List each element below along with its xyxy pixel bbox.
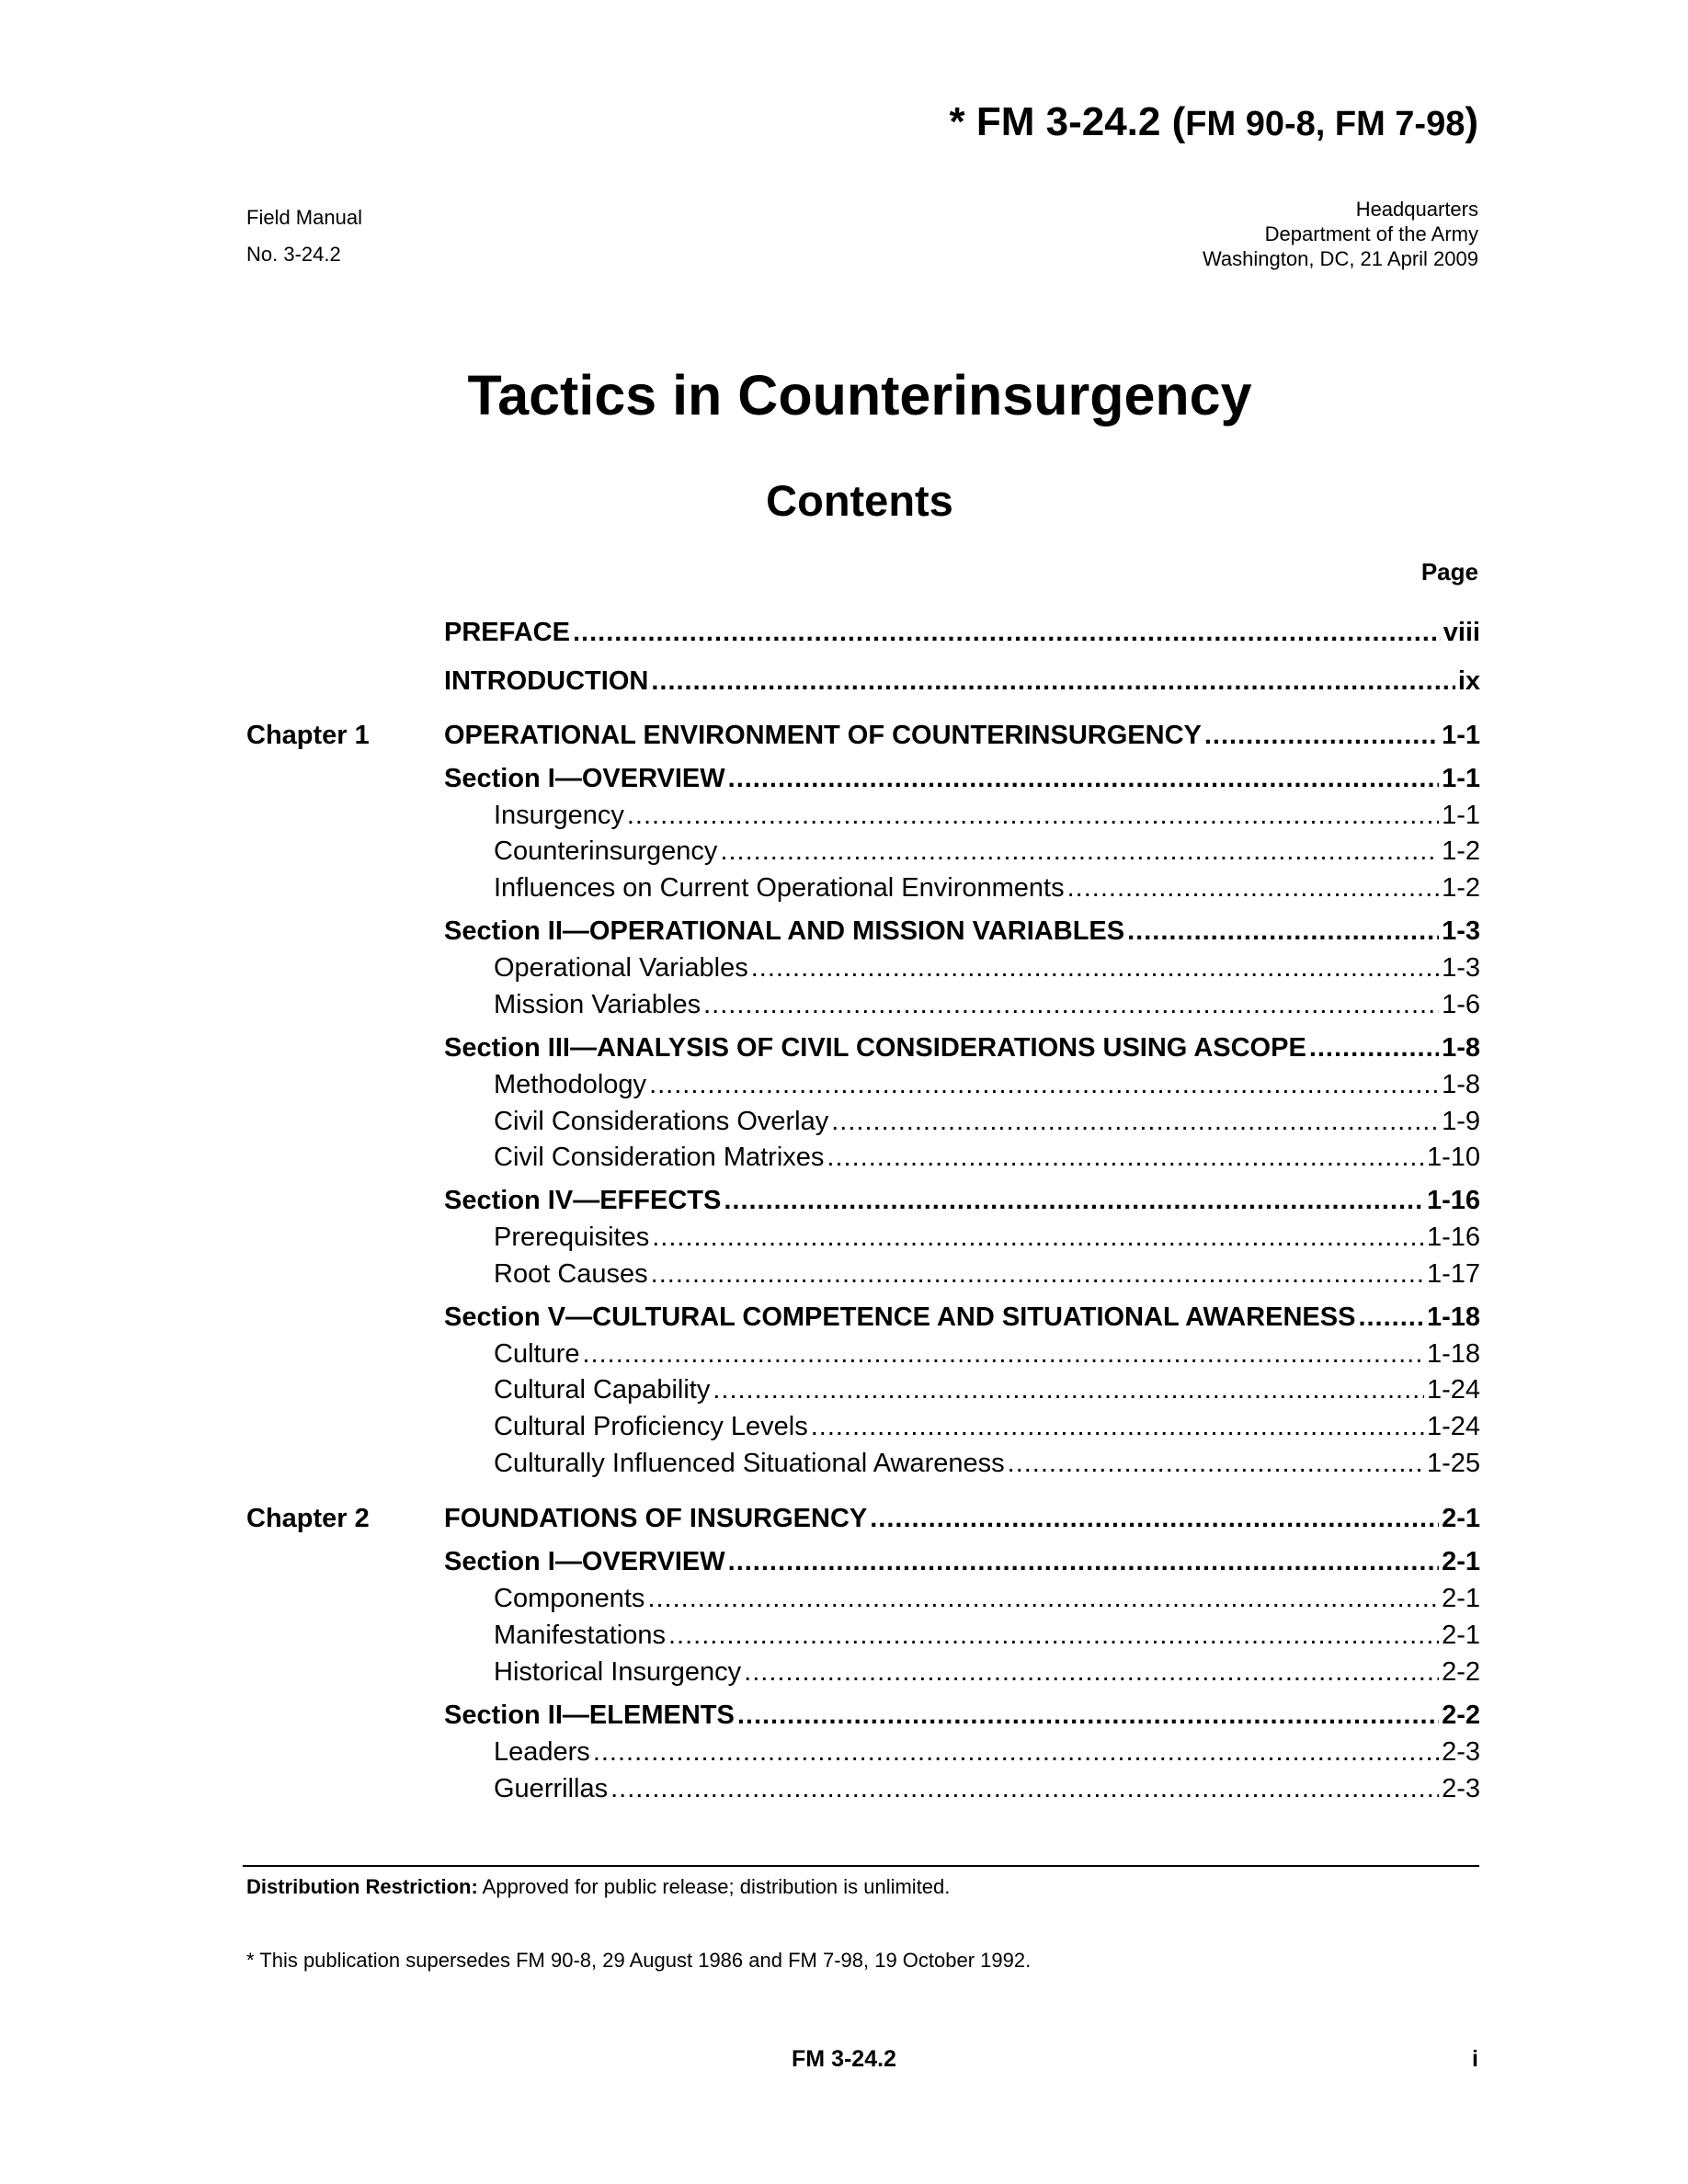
toc-page-number: 2-2 bbox=[1442, 1701, 1480, 1730]
toc-page-number: 1-8 bbox=[1442, 1033, 1480, 1063]
dot-leader bbox=[720, 835, 1439, 868]
toc-entry-title: INTRODUCTION bbox=[444, 666, 649, 696]
toc-page-number: 1-1 bbox=[1442, 801, 1480, 830]
toc-page-number: 1-17 bbox=[1426, 1259, 1480, 1289]
toc-entry bbox=[246, 1373, 1480, 1406]
toc-entry bbox=[246, 871, 1480, 904]
toc-entry bbox=[246, 1772, 1480, 1805]
footer-manual-id: FM 3-24.2 bbox=[792, 2046, 896, 2072]
toc-page-number: 2-1 bbox=[1442, 1504, 1480, 1533]
toc-entry-title: FOUNDATIONS OF INSURGENCY bbox=[444, 1504, 868, 1533]
toc-entry-line bbox=[494, 1447, 1480, 1480]
toc-page-number: 1-2 bbox=[1442, 873, 1480, 903]
dot-leader bbox=[652, 1221, 1424, 1254]
toc-entry-line bbox=[494, 1655, 1480, 1689]
dot-leader bbox=[744, 1655, 1439, 1689]
hq-line-1: Headquarters bbox=[1355, 198, 1478, 221]
toc-page-number: 2-1 bbox=[1442, 1621, 1480, 1650]
toc-entry-line bbox=[494, 1373, 1480, 1406]
dot-leader bbox=[583, 1337, 1424, 1371]
dot-leader bbox=[1127, 915, 1439, 948]
dot-leader bbox=[703, 988, 1439, 1021]
toc-entry bbox=[246, 665, 1480, 698]
page-column-label: Page bbox=[1420, 558, 1478, 586]
toc-entry-line bbox=[494, 835, 1480, 868]
toc-entry-title: PREFACE bbox=[444, 618, 570, 647]
toc-entry bbox=[246, 1502, 1480, 1535]
toc-entry-line bbox=[444, 1031, 1480, 1064]
toc-entry-line bbox=[494, 1257, 1480, 1291]
toc-page-number: 1-18 bbox=[1426, 1339, 1480, 1369]
toc-entry-title: Root Causes bbox=[494, 1259, 648, 1289]
toc-page-number: 1-8 bbox=[1442, 1070, 1480, 1099]
toc-page-number: 1-16 bbox=[1426, 1186, 1480, 1215]
toc-entry-title: Section I—OVERVIEW bbox=[444, 1547, 725, 1576]
dot-leader bbox=[1358, 1301, 1424, 1334]
dot-leader bbox=[668, 1619, 1439, 1652]
dot-leader bbox=[651, 665, 1454, 698]
hq-line-2: Department of the Army bbox=[1264, 222, 1478, 245]
doc-number-main: * FM 3-24.2 ( bbox=[949, 99, 1186, 144]
dot-leader bbox=[713, 1373, 1424, 1406]
toc-entry bbox=[246, 988, 1480, 1021]
toc-entry-line bbox=[444, 719, 1480, 752]
toc-entry-line bbox=[444, 915, 1480, 948]
toc-page-number: 1-6 bbox=[1442, 990, 1480, 1019]
toc-entry-title: Civil Considerations Overlay bbox=[494, 1107, 829, 1136]
toc-entry bbox=[246, 1257, 1480, 1291]
toc-entry-title: Manifestations bbox=[494, 1621, 666, 1650]
headquarters-block bbox=[1203, 197, 1478, 271]
toc-entry-title: Operational Variables bbox=[494, 953, 748, 983]
toc-page-number: 2-1 bbox=[1442, 1584, 1480, 1613]
toc-entry bbox=[246, 762, 1480, 795]
toc-entry-line bbox=[494, 1068, 1480, 1101]
manual-number: No. 3-24.2 bbox=[246, 243, 341, 266]
toc-entry-line bbox=[494, 1410, 1480, 1443]
toc-entry-title: Mission Variables bbox=[494, 990, 701, 1019]
document-number bbox=[950, 99, 1478, 145]
dot-leader bbox=[649, 1068, 1439, 1101]
field-manual-label: Field Manual bbox=[246, 206, 362, 229]
dot-leader bbox=[827, 1141, 1424, 1174]
toc-page-number: 1-16 bbox=[1426, 1223, 1480, 1252]
toc-entry bbox=[246, 1221, 1480, 1254]
toc-entry bbox=[246, 1545, 1480, 1578]
toc-page-number: 1-24 bbox=[1426, 1412, 1480, 1441]
dot-leader bbox=[811, 1410, 1424, 1443]
toc-entry bbox=[246, 951, 1480, 984]
toc-entry-title: Counterinsurgency bbox=[494, 836, 718, 866]
toc-entry-line bbox=[494, 799, 1480, 832]
toc-page-number: 1-9 bbox=[1442, 1107, 1480, 1136]
toc-entry-line bbox=[494, 1772, 1480, 1805]
toc-entry-title: Section II—OPERATIONAL AND MISSION VARIABLES bbox=[444, 916, 1125, 946]
toc-entry-line bbox=[444, 1502, 1480, 1535]
dot-leader bbox=[627, 799, 1439, 832]
dot-leader bbox=[1309, 1031, 1439, 1064]
dot-leader bbox=[831, 1105, 1439, 1138]
toc-entry bbox=[246, 1735, 1480, 1769]
toc-entry-line bbox=[444, 1184, 1480, 1217]
dot-leader bbox=[1067, 871, 1439, 904]
toc-page-number: ix bbox=[1457, 666, 1480, 696]
toc-entry bbox=[246, 1447, 1480, 1480]
dot-leader bbox=[647, 1582, 1439, 1615]
toc-entry bbox=[246, 1619, 1480, 1652]
toc-entry-line bbox=[494, 1141, 1480, 1174]
dot-leader bbox=[1008, 1447, 1424, 1480]
dot-leader bbox=[651, 1257, 1424, 1291]
toc-page-number: 2-3 bbox=[1442, 1737, 1480, 1767]
toc-entry-title: Culturally Influenced Situational Awareness bbox=[494, 1449, 1005, 1478]
toc-entry bbox=[246, 1301, 1480, 1334]
toc-entry-title: Section III—ANALYSIS OF CIVIL CONSIDERATIONS USING ASCOPE bbox=[444, 1033, 1306, 1063]
toc-entry bbox=[246, 1031, 1480, 1064]
doc-number-supersedes: FM 90-8, FM 7-98 bbox=[1185, 105, 1466, 143]
toc-page-number: 1-18 bbox=[1426, 1302, 1480, 1332]
toc-entry bbox=[246, 1105, 1480, 1138]
toc-entry-title: Influences on Current Operational Environments bbox=[494, 873, 1065, 903]
dot-leader bbox=[737, 1699, 1439, 1732]
toc-entry bbox=[246, 1141, 1480, 1174]
toc-entry bbox=[246, 1655, 1480, 1689]
toc-entry bbox=[246, 1337, 1480, 1371]
distribution-label: Distribution Restriction: bbox=[246, 1875, 478, 1898]
toc-entry-title: OPERATIONAL ENVIRONMENT OF COUNTERINSURGENCY bbox=[444, 721, 1202, 750]
document-title: Tactics in Counterinsurgency bbox=[467, 364, 1252, 427]
toc-page-number: 1-1 bbox=[1442, 721, 1480, 750]
footer-page-number: i bbox=[1472, 2046, 1478, 2072]
toc-entry-line bbox=[494, 1735, 1480, 1769]
dot-leader bbox=[870, 1502, 1439, 1535]
toc-entry-line bbox=[444, 1699, 1480, 1732]
toc-entry-title: Civil Consideration Matrixes bbox=[494, 1143, 825, 1172]
toc-chapter-label: Chapter 2 bbox=[246, 1504, 370, 1533]
toc-entry-title: Culture bbox=[494, 1339, 580, 1369]
toc-entry-line bbox=[494, 1619, 1480, 1652]
toc-page-number: 1-24 bbox=[1426, 1375, 1480, 1405]
toc-entry bbox=[246, 1699, 1480, 1732]
toc-entry-title: Leaders bbox=[494, 1737, 590, 1767]
toc-entry bbox=[246, 835, 1480, 868]
supersedes-note: * This publication supersedes FM 90-8, 29 August 1986 and FM 7-98, 19 October 1992. bbox=[246, 1949, 1032, 1972]
toc-entry-title: Section IV—EFFECTS bbox=[444, 1186, 722, 1215]
toc-entry-title: Cultural Capability bbox=[494, 1375, 711, 1405]
toc-page-number: 2-2 bbox=[1442, 1657, 1480, 1687]
toc-entry-line bbox=[444, 1301, 1480, 1334]
toc-entry-line bbox=[444, 616, 1480, 649]
toc-entry-line bbox=[494, 951, 1480, 984]
toc-entry-line bbox=[494, 988, 1480, 1021]
toc-page-number: 1-2 bbox=[1442, 836, 1480, 866]
toc-entry-title: Cultural Proficiency Levels bbox=[494, 1412, 808, 1441]
distribution-text: Approved for public release; distribution is unlimited. bbox=[477, 1875, 951, 1898]
dot-leader bbox=[593, 1735, 1439, 1769]
toc-entry-line bbox=[444, 665, 1480, 698]
toc-entry-title: Guerrillas bbox=[494, 1774, 609, 1803]
toc-entry-line bbox=[494, 871, 1480, 904]
toc-page-number: 2-1 bbox=[1442, 1547, 1480, 1576]
toc-entry bbox=[246, 1410, 1480, 1443]
toc-entry-line bbox=[494, 1221, 1480, 1254]
toc-entry bbox=[246, 616, 1480, 649]
toc-entry-title: Methodology bbox=[494, 1070, 647, 1099]
toc-entry-title: Historical Insurgency bbox=[494, 1657, 742, 1687]
toc-entry-line bbox=[494, 1105, 1480, 1138]
toc-entry-line bbox=[494, 1337, 1480, 1371]
contents-heading: Contents bbox=[766, 476, 953, 525]
toc-page-number: 1-3 bbox=[1442, 916, 1480, 946]
toc-entry bbox=[246, 1184, 1480, 1217]
dot-leader bbox=[724, 1184, 1424, 1217]
doc-number-close: ) bbox=[1465, 99, 1478, 144]
footer-rule bbox=[243, 1865, 1479, 1867]
toc-entry-line bbox=[444, 1545, 1480, 1578]
toc-entry-title: Components bbox=[494, 1584, 645, 1613]
toc-entry-title: Section V—CULTURAL COMPETENCE AND SITUATIONAL AWARENESS bbox=[444, 1302, 1356, 1332]
toc-entry-line bbox=[444, 762, 1480, 795]
dot-leader bbox=[1204, 719, 1439, 752]
toc-entry bbox=[246, 915, 1480, 948]
distribution-restriction bbox=[246, 1875, 950, 1899]
toc-entry-title: Insurgency bbox=[494, 801, 624, 830]
dot-leader bbox=[728, 1545, 1439, 1578]
dot-leader bbox=[610, 1772, 1439, 1805]
dot-leader bbox=[751, 951, 1439, 984]
hq-line-3: Washington, DC, 21 April 2009 bbox=[1202, 247, 1478, 270]
toc-entry-title: Prerequisites bbox=[494, 1223, 650, 1252]
toc-entry-title: Section II—ELEMENTS bbox=[444, 1701, 735, 1730]
dot-leader bbox=[573, 616, 1441, 649]
toc-page-number: 1-25 bbox=[1426, 1449, 1480, 1478]
toc-page-number: viii bbox=[1443, 618, 1480, 647]
toc-chapter-label: Chapter 1 bbox=[246, 721, 370, 750]
toc-page-number: 1-3 bbox=[1442, 953, 1480, 983]
toc-page-number: 1-1 bbox=[1442, 764, 1480, 793]
toc-entry-title: Section I—OVERVIEW bbox=[444, 764, 725, 793]
toc-entry bbox=[246, 1582, 1480, 1615]
toc-page-number: 1-10 bbox=[1426, 1143, 1480, 1172]
toc-entry bbox=[246, 799, 1480, 832]
toc-entry bbox=[246, 719, 1480, 752]
toc-entry bbox=[246, 1068, 1480, 1101]
toc-page-number: 2-3 bbox=[1442, 1774, 1480, 1803]
toc-entry-line bbox=[494, 1582, 1480, 1615]
dot-leader bbox=[728, 762, 1439, 795]
